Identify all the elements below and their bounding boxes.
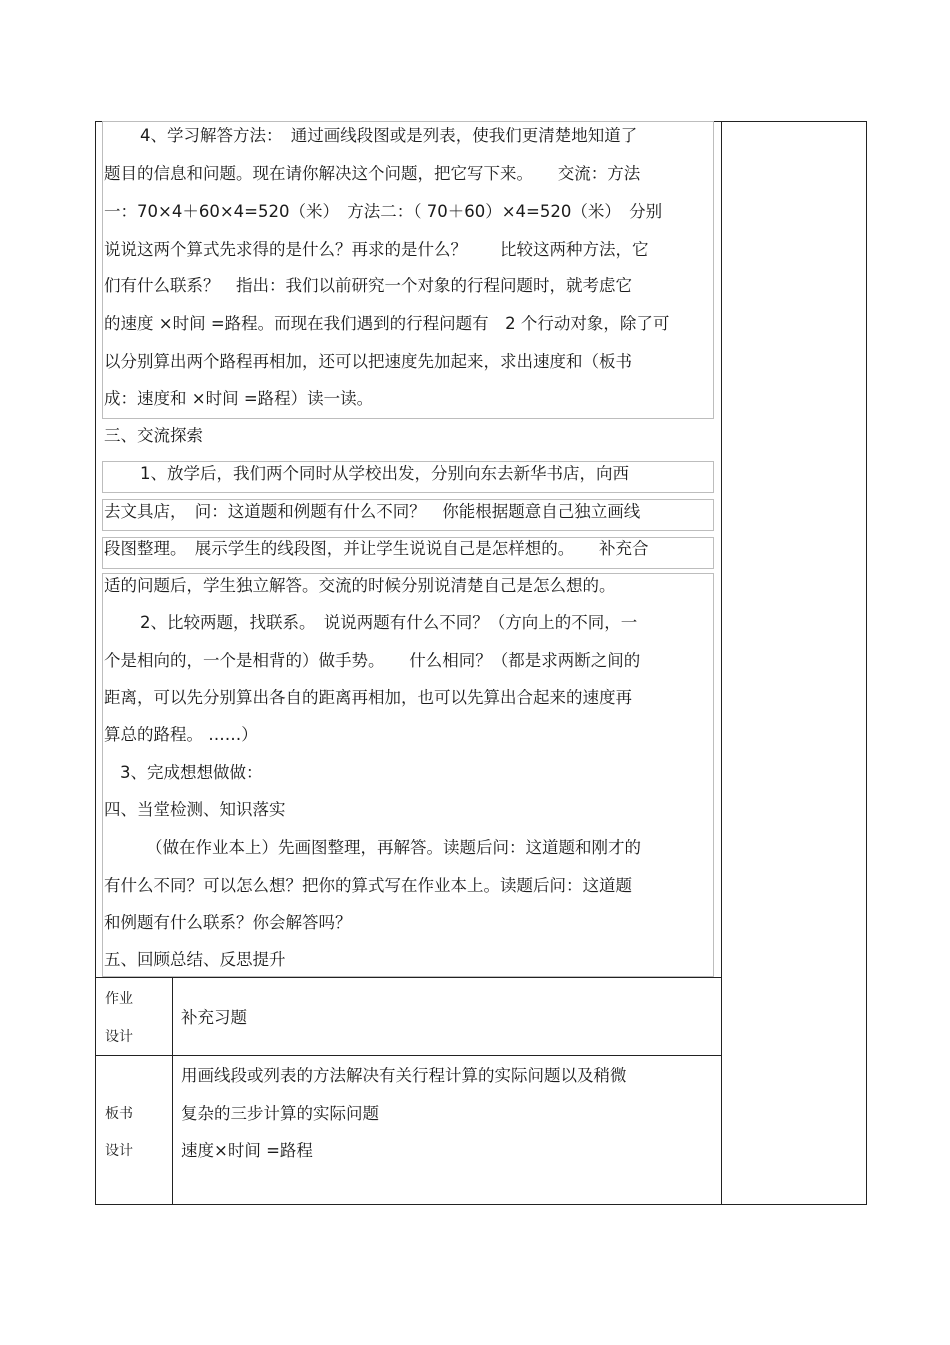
- text-line: 去文具店， 问：这道题和例题有什么不同？ 你能根据题意自己独立画线: [104, 502, 641, 521]
- text-line: 个是相向的，一个是相背的）做手势。 什么相同？（都是求两断之间的: [104, 651, 641, 670]
- homework-label: 设计: [105, 1029, 133, 1045]
- board-content-line: 速度×时间 =路程: [181, 1141, 313, 1160]
- homework-content: 补充习题: [181, 1008, 247, 1027]
- text-line: 的速度 ×时间 =路程。而现在我们遇到的行程问题有 2 个行动对象，除了可: [104, 314, 670, 333]
- text-line: 以分别算出两个路程再相加，还可以把速度先加起来，求出速度和（板书: [104, 352, 632, 371]
- text-line: 和例题有什么联系？你会解答吗？: [104, 913, 352, 932]
- text-line: 成：速度和 ×时间 =路程）读一读。: [104, 389, 374, 408]
- text-line: 算总的路程。 ……）: [104, 725, 258, 744]
- table-bottom-border: [95, 1204, 867, 1205]
- table-right-border: [866, 121, 867, 1205]
- text-line: 2、比较两题，找联系。 说说两题有什么不同？（方向上的不同，一: [140, 613, 638, 632]
- text-line: 段图整理。 展示学生的线段图，并让学生说说自己是怎样想的。 补充合: [104, 539, 649, 558]
- section-heading: 五、回顾总结、反思提升: [104, 950, 286, 969]
- board-content-line: 复杂的三步计算的实际问题: [181, 1104, 379, 1123]
- right-column-divider: [721, 121, 722, 1205]
- homework-row-top: [95, 977, 722, 978]
- label-column-divider: [172, 977, 173, 1205]
- text-line: 3、完成想想做做：: [120, 763, 263, 782]
- section-heading: 三、交流探索: [104, 426, 203, 445]
- text-line: 一：70×4＋60×4=520（米） 方法二：（ 70＋60）×4=520（米） 分别: [104, 202, 663, 221]
- homework-label: 作业: [105, 991, 133, 1007]
- board-row-top: [95, 1055, 722, 1056]
- text-line: 4、学习解答方法： 通过画线段图或是列表，使我们更清楚地知道了: [140, 126, 638, 145]
- text-line: （做在作业本上）先画图整理，再解答。读题后问：这道题和刚才的: [146, 838, 641, 857]
- text-line: 有什么不同？可以怎么想？把你的算式写在作业本上。读题后问：这道题: [104, 876, 632, 895]
- text-line: 题目的信息和问题。现在请你解决这个问题，把它写下来。 交流：方法: [104, 164, 641, 183]
- board-label: 板书: [105, 1106, 133, 1122]
- board-content-line: 用画线段或列表的方法解决有关行程计算的实际问题以及稍微: [181, 1066, 627, 1085]
- text-line: 适的问题后，学生独立解答。交流的时候分别说清楚自己是怎么想的。: [104, 576, 616, 595]
- text-line: 距离，可以先分别算出各自的距离再相加，也可以先算出合起来的速度再: [104, 688, 632, 707]
- section-heading: 四、当堂检测、知识落实: [104, 800, 286, 819]
- text-line: 说说这两个算式先求得的是什么？再求的是什么？ 比较这两种方法，它: [104, 240, 649, 259]
- text-line: 1、放学后，我们两个同时从学校出发，分别向东去新华书店，向西: [140, 464, 629, 483]
- text-line: 们有什么联系？ 指出：我们以前研究一个对象的行程问题时，就考虑它: [104, 276, 632, 295]
- table-left-border: [95, 121, 96, 1205]
- board-label: 设计: [105, 1143, 133, 1159]
